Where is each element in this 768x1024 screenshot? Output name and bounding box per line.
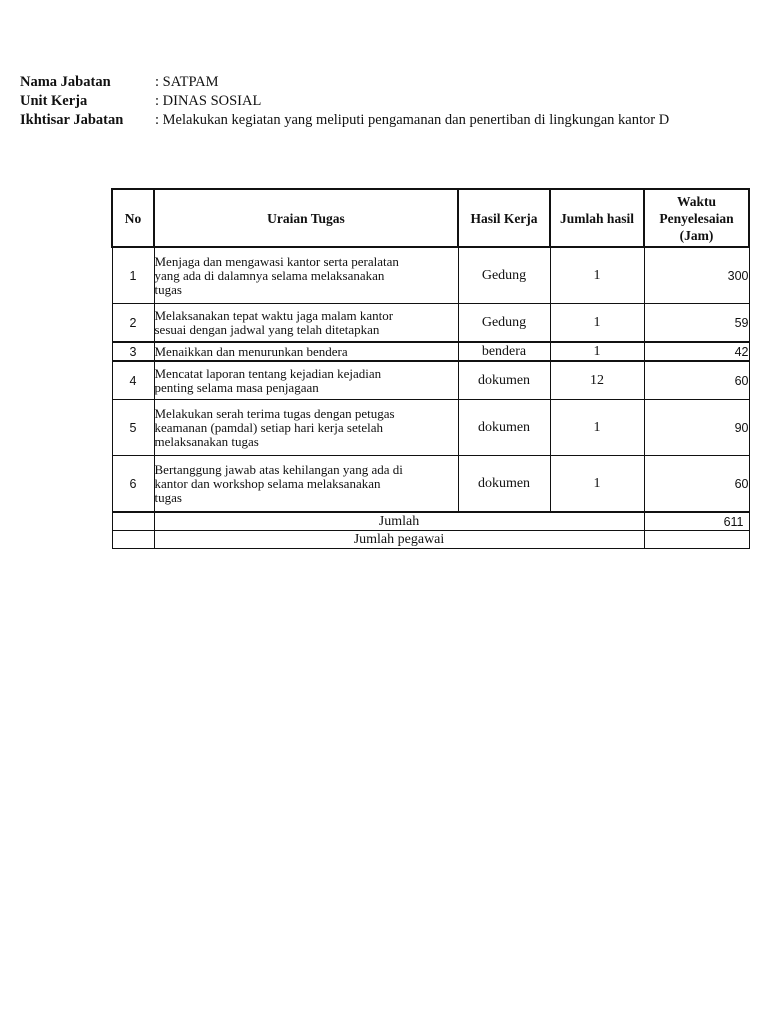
row-number: 5 [112, 400, 154, 456]
task-count: 1 [550, 342, 644, 361]
task-count: 12 [550, 361, 644, 400]
column-header-uraian: Uraian Tugas [154, 189, 458, 247]
table-row [112, 400, 749, 456]
row-number: 1 [112, 247, 154, 304]
task-description-line: Menaikkan dan menurunkan bendera [154, 343, 348, 359]
task-result: bendera [458, 342, 550, 361]
table-row [112, 304, 749, 343]
column-header-no: No [112, 189, 154, 247]
task-time: 300 [644, 247, 749, 304]
column-header-hasil: Hasil Kerja [458, 189, 550, 247]
task-description [154, 247, 458, 304]
task-description-line: melaksanakan tugas [154, 433, 259, 449]
total-value: 611 [644, 512, 749, 531]
column-header-waktu-line: Penyelesaian [659, 210, 734, 226]
pegawai-row-blank [112, 531, 154, 549]
header-row-unit-kerja [20, 92, 768, 111]
task-table [111, 188, 750, 549]
total-row [112, 512, 749, 531]
task-description-line: Bertanggung jawab atas kehilangan yang ada di [154, 461, 403, 477]
header-value: : DINAS SOSIAL [155, 93, 262, 109]
task-description-line: penting selama masa penjagaan [154, 379, 319, 395]
task-description-line: sesuai dengan jadwal yang telah ditetapkan [154, 321, 380, 337]
task-description [154, 361, 458, 400]
table-row [112, 247, 749, 304]
task-result: dokumen [458, 456, 550, 513]
header-value: : Melakukan kegiatan yang meliputi pengamanan dan penertiban di lingkungan kantor D [155, 112, 670, 128]
task-time: 42 [644, 342, 749, 361]
row-number: 6 [112, 456, 154, 513]
header-label: Unit Kerja [20, 93, 88, 109]
column-header-waktu-line: (Jam) [679, 227, 714, 243]
column-header-waktu-line: Waktu [676, 193, 717, 209]
total-label: Jumlah [154, 512, 644, 531]
task-description-line: Mencatat laporan tentang kejadian kejadian [154, 365, 382, 381]
task-time: 59 [644, 304, 749, 343]
task-time: 90 [644, 400, 749, 456]
task-description-line: yang ada di dalamnya selama melaksanakan [154, 267, 385, 283]
column-header-waktu [644, 189, 749, 247]
pegawai-row [112, 531, 749, 549]
task-count: 1 [550, 304, 644, 343]
header-label: Nama Jabatan [20, 74, 111, 90]
header-value: : SATPAM [155, 74, 219, 90]
task-description [154, 400, 458, 456]
task-time: 60 [644, 456, 749, 513]
task-result: dokumen [458, 400, 550, 456]
column-header-jumlah: Jumlah hasil [550, 189, 644, 247]
task-description [154, 342, 458, 361]
task-description [154, 456, 458, 513]
task-description-line: keamanan (pamdal) setiap hari kerja setelah [154, 419, 383, 435]
header-row-ikhtisar-jabatan [20, 111, 768, 130]
table-row [112, 456, 749, 513]
task-count: 1 [550, 456, 644, 513]
table-row [112, 361, 749, 400]
task-result: Gedung [458, 304, 550, 343]
task-result: Gedung [458, 247, 550, 304]
header-row-nama-jabatan [20, 73, 768, 92]
header-label: Ikhtisar Jabatan [20, 112, 124, 128]
row-number: 3 [112, 342, 154, 361]
task-count: 1 [550, 247, 644, 304]
total-row-blank [112, 512, 154, 531]
task-description-line: kantor dan workshop selama melaksanakan [154, 475, 381, 491]
task-description-line: tugas [154, 489, 182, 505]
task-description-line: Melaksanakan tepat waktu jaga malam kantor [154, 307, 394, 323]
pegawai-label: Jumlah pegawai [154, 531, 644, 549]
table-row [112, 342, 749, 361]
task-description-line: Melakukan serah terima tugas dengan petugas [154, 405, 395, 421]
pegawai-value [644, 531, 749, 549]
task-description-line: tugas [154, 281, 182, 297]
task-result: dokumen [458, 361, 550, 400]
row-number: 2 [112, 304, 154, 343]
table-header-row [112, 189, 749, 247]
task-description [154, 304, 458, 343]
task-count: 1 [550, 400, 644, 456]
task-time: 60 [644, 361, 749, 400]
task-description-line: Menjaga dan mengawasi kantor serta peralatan [154, 253, 399, 269]
row-number: 4 [112, 361, 154, 400]
job-header [20, 73, 768, 130]
